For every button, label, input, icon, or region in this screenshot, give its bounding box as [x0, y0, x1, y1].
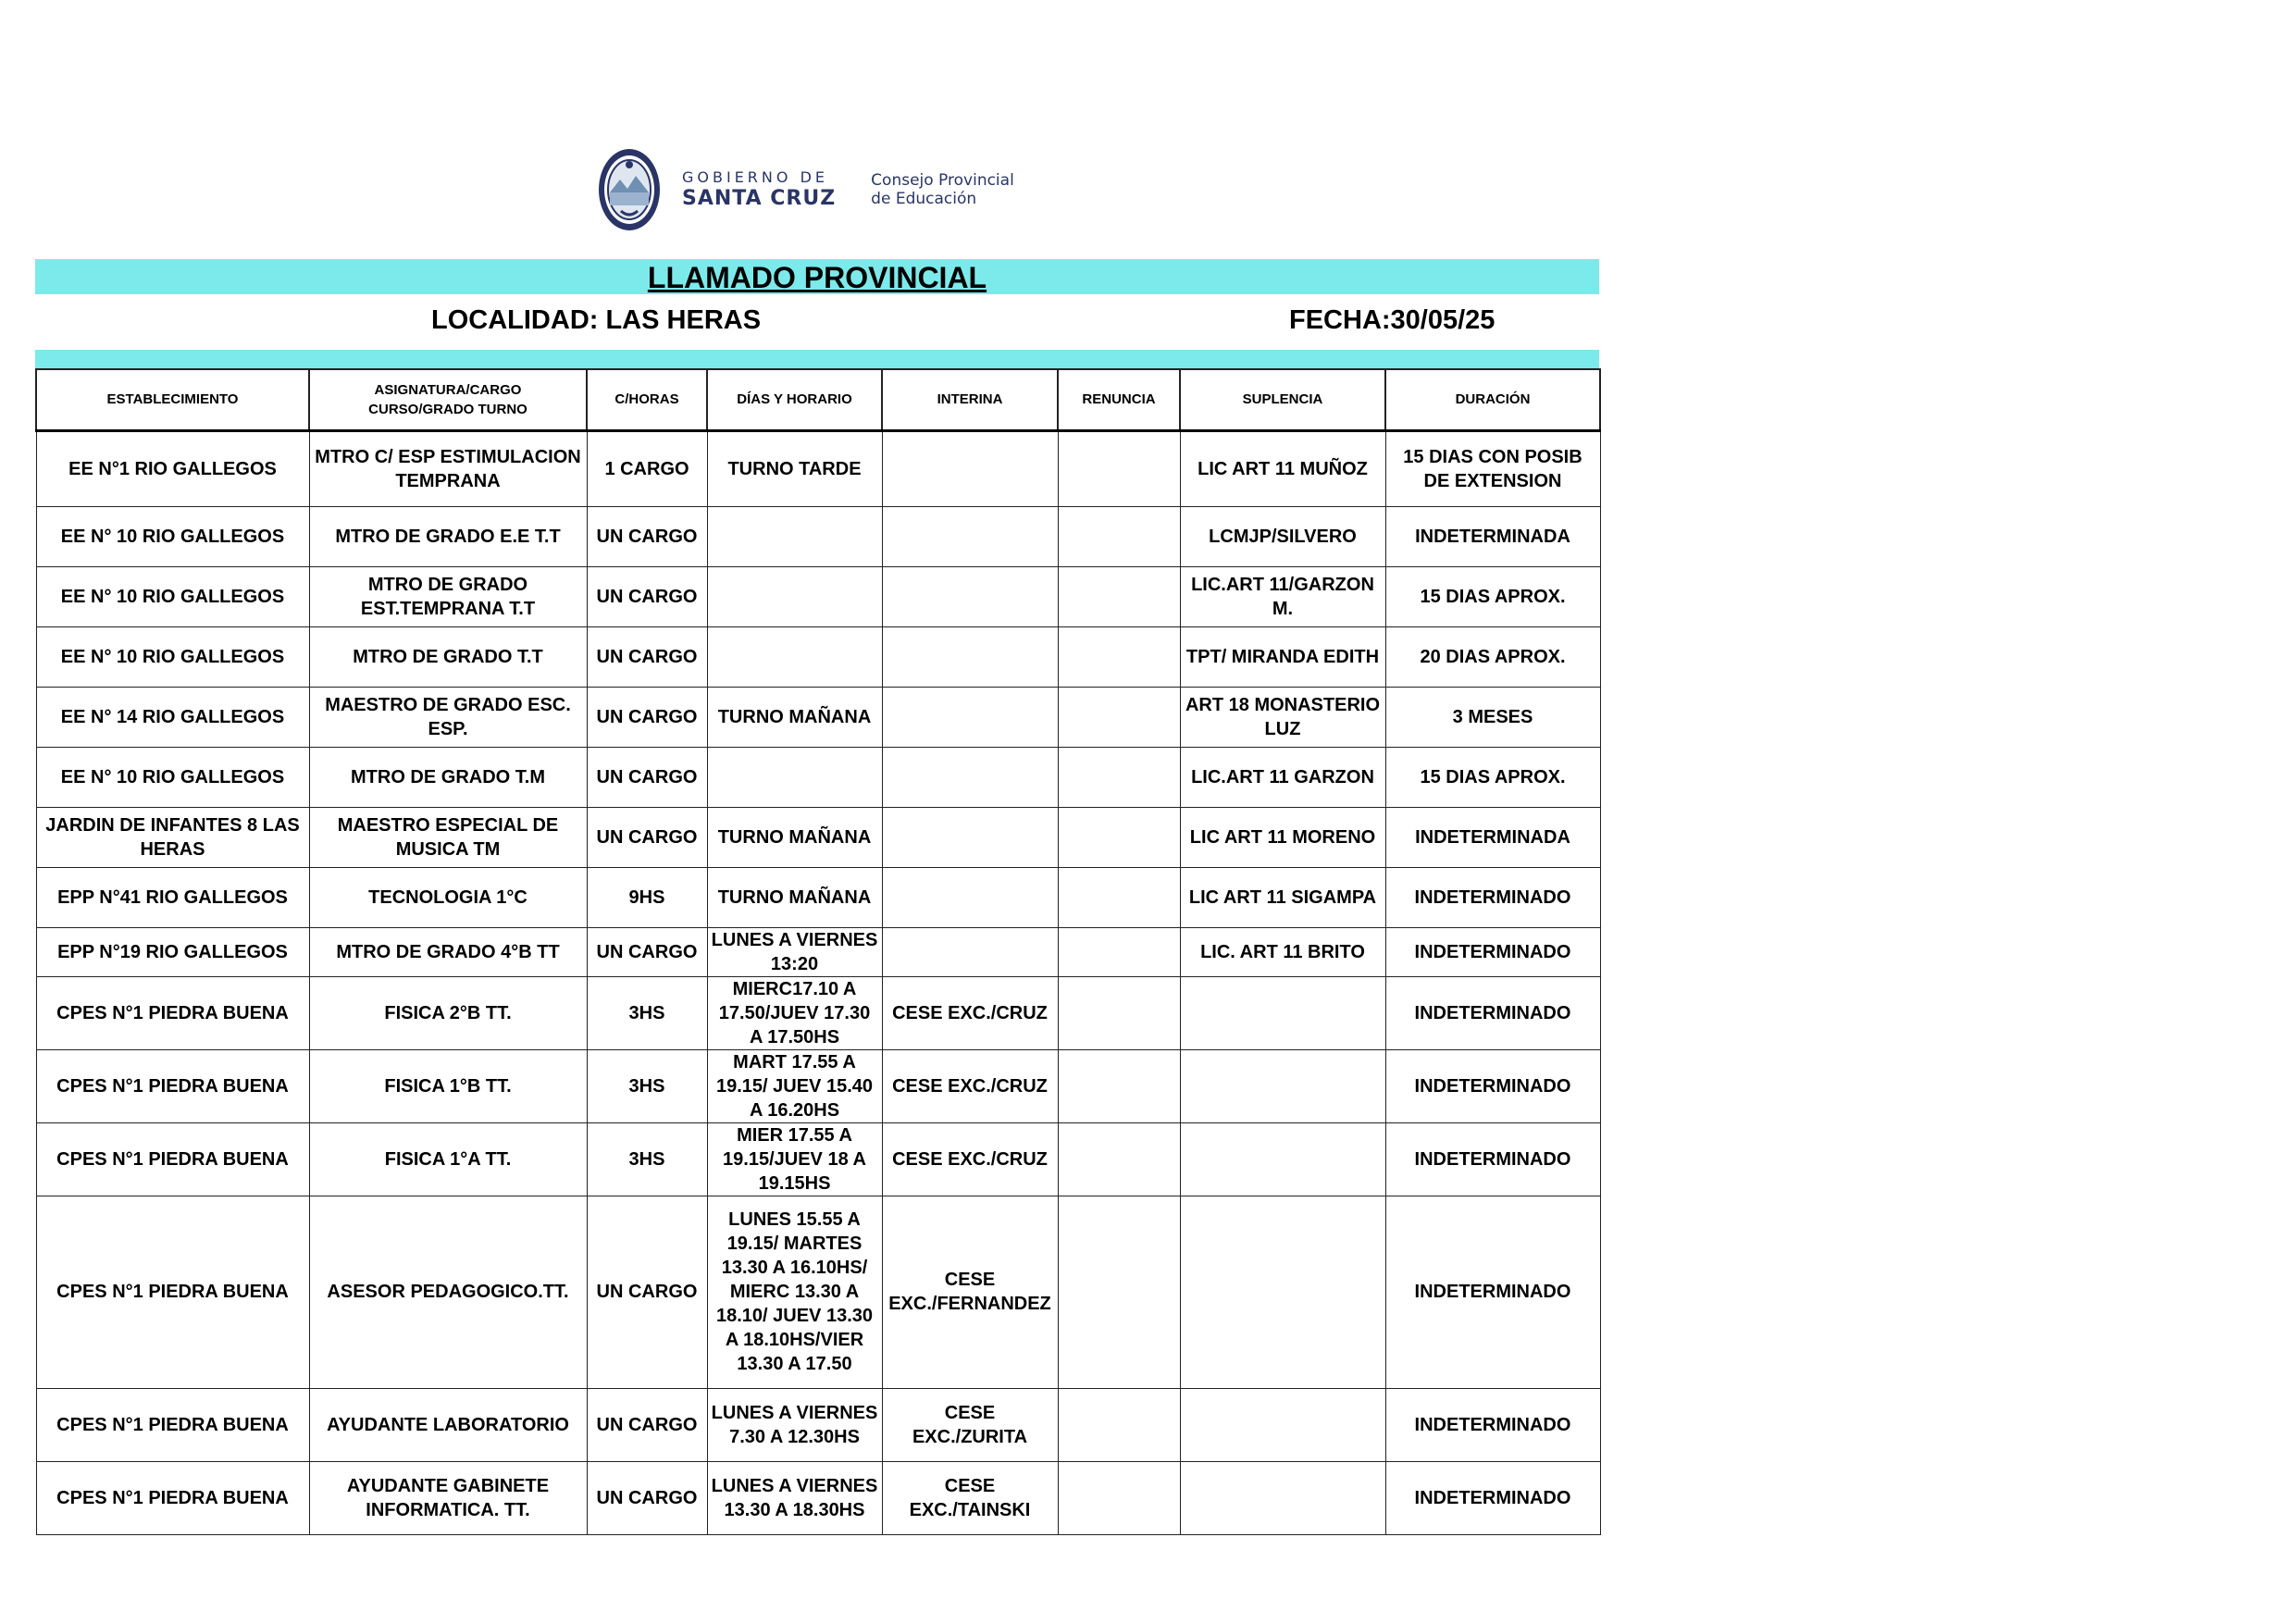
table-cell	[707, 626, 882, 687]
table-cell: TECNOLOGIA 1°C	[309, 867, 587, 927]
table-cell: INDETERMINADO	[1385, 976, 1600, 1049]
table-cell: INDETERMINADA	[1385, 807, 1600, 867]
table-cell	[1058, 1388, 1180, 1461]
table-cell	[882, 566, 1058, 626]
column-header: SUPLENCIA	[1180, 369, 1385, 430]
table-cell: CESE EXC./CRUZ	[882, 1122, 1058, 1196]
table-cell	[1058, 566, 1180, 626]
table-cell: LCMJP/SILVERO	[1180, 506, 1385, 566]
table-cell	[1058, 1122, 1180, 1196]
gov-line-1: GOBIERNO DE	[682, 168, 828, 186]
table-row	[36, 566, 1600, 626]
separator-band	[35, 350, 1599, 368]
table-cell: UN CARGO	[587, 927, 707, 976]
table-cell: 9HS	[587, 867, 707, 927]
table-cell: 15 DIAS CON POSIB DE EXTENSION	[1385, 430, 1600, 506]
table-cell: 15 DIAS APROX.	[1385, 747, 1600, 807]
table-cell: MTRO DE GRADO 4°B TT	[309, 927, 587, 976]
table-cell: LIC ART 11 SIGAMPA	[1180, 867, 1385, 927]
table-cell: LIC.ART 11 GARZON	[1180, 747, 1385, 807]
table-cell: LUNES 15.55 A 19.15/ MARTES 13.30 A 16.10HS/ MIERC 13.30 A 18.10/ JUEV 13.30 A 18.10HS/VIER 13.30 A 17.50	[707, 1196, 882, 1388]
table-row	[36, 1049, 1600, 1122]
table-cell: CESE EXC./CRUZ	[882, 976, 1058, 1049]
table-cell: CESE EXC./FERNANDEZ	[882, 1196, 1058, 1388]
table-cell: CPES N°1 PIEDRA BUENA	[36, 1049, 309, 1122]
table-cell	[707, 747, 882, 807]
table-cell	[1058, 1049, 1180, 1122]
table-cell: 20 DIAS APROX.	[1385, 626, 1600, 687]
table-cell: MAESTRO ESPECIAL DE MUSICA TM	[309, 807, 587, 867]
column-header: DURACIÓN	[1385, 369, 1600, 430]
table-cell	[1058, 626, 1180, 687]
table-row	[36, 1461, 1600, 1534]
table-row	[36, 807, 1600, 867]
table-cell	[1180, 976, 1385, 1049]
table-row	[36, 1122, 1600, 1196]
table-cell: TURNO TARDE	[707, 430, 882, 506]
table-cell: CPES N°1 PIEDRA BUENA	[36, 1461, 309, 1534]
table-row	[36, 506, 1600, 566]
table-cell	[1058, 747, 1180, 807]
table-row	[36, 1388, 1600, 1461]
table-cell: TURNO MAÑANA	[707, 867, 882, 927]
table-cell	[882, 506, 1058, 566]
table-cell: FISICA 1°A TT.	[309, 1122, 587, 1196]
table-cell: TURNO MAÑANA	[707, 807, 882, 867]
table-cell: CESE EXC./TAINSKI	[882, 1461, 1058, 1534]
table-cell	[1180, 1461, 1385, 1534]
table-cell: 3HS	[587, 1049, 707, 1122]
header-logo	[597, 146, 1014, 233]
table-body	[36, 430, 1600, 1534]
table-cell: INDETERMINADO	[1385, 1122, 1600, 1196]
table-cell: MTRO DE GRADO T.M	[309, 747, 587, 807]
table-cell: MTRO DE GRADO T.T	[309, 626, 587, 687]
table-cell: UN CARGO	[587, 747, 707, 807]
table-cell: 15 DIAS APROX.	[1385, 566, 1600, 626]
table-cell: UN CARGO	[587, 807, 707, 867]
table-cell: EE N° 14 RIO GALLEGOS	[36, 687, 309, 747]
column-header: RENUNCIA	[1058, 369, 1180, 430]
table-cell	[1058, 430, 1180, 506]
table-cell: TPT/ MIRANDA EDITH	[1180, 626, 1385, 687]
table-cell: MTRO DE GRADO E.E T.T	[309, 506, 587, 566]
province-seal-icon	[597, 146, 662, 233]
table-cell	[882, 867, 1058, 927]
table-cell: UN CARGO	[587, 626, 707, 687]
table-cell	[882, 430, 1058, 506]
table-cell	[1058, 976, 1180, 1049]
table-cell: INDETERMINADO	[1385, 1196, 1600, 1388]
table-row	[36, 927, 1600, 976]
table-row	[36, 867, 1600, 927]
table-cell	[1180, 1122, 1385, 1196]
table-cell: JARDIN DE INFANTES 8 LAS HERAS	[36, 807, 309, 867]
table-cell	[882, 747, 1058, 807]
table-cell: UN CARGO	[587, 506, 707, 566]
locality-label: LOCALIDAD: LAS HERAS	[431, 305, 762, 335]
table-cell	[882, 687, 1058, 747]
table-cell: EE N° 10 RIO GALLEGOS	[36, 566, 309, 626]
table-cell	[1180, 1388, 1385, 1461]
column-header: ESTABLECIMIENTO	[36, 369, 309, 430]
table-cell: LUNES A VIERNES 13:20	[707, 927, 882, 976]
table-cell: INDETERMINADO	[1385, 927, 1600, 976]
table-cell: ART 18 MONASTERIO LUZ	[1180, 687, 1385, 747]
table-cell: 1 CARGO	[587, 430, 707, 506]
table-row	[36, 1196, 1600, 1388]
table-cell	[1058, 687, 1180, 747]
table-cell: CPES N°1 PIEDRA BUENA	[36, 976, 309, 1049]
table-cell: LIC. ART 11 BRITO	[1180, 927, 1385, 976]
table-cell: ASESOR PEDAGOGICO.TT.	[309, 1196, 587, 1388]
table-cell: MIERC17.10 A 17.50/JUEV 17.30 A 17.50HS	[707, 976, 882, 1049]
government-wordmark	[682, 168, 836, 211]
table-cell: FISICA 1°B TT.	[309, 1049, 587, 1122]
table-cell: EPP N°19 RIO GALLEGOS	[36, 927, 309, 976]
date-label: FECHA:30/05/25	[1289, 305, 1496, 335]
table-cell: LIC ART 11 MORENO	[1180, 807, 1385, 867]
table-cell: INDETERMINADO	[1385, 1461, 1600, 1534]
table-cell	[1058, 506, 1180, 566]
table-cell: MART 17.55 A 19.15/ JUEV 15.40 A 16.20HS	[707, 1049, 882, 1122]
table-row	[36, 687, 1600, 747]
table-cell	[1058, 867, 1180, 927]
table-cell: MIER 17.55 A 19.15/JUEV 18 A 19.15HS	[707, 1122, 882, 1196]
column-header: ASIGNATURA/CARGO CURSO/GRADO TURNO	[309, 369, 587, 430]
column-header: C/HORAS	[587, 369, 707, 430]
column-header: DÍAS Y HORARIO	[707, 369, 882, 430]
table-cell: CESE EXC./CRUZ	[882, 1049, 1058, 1122]
table-cell: TURNO MAÑANA	[707, 687, 882, 747]
table-cell	[707, 506, 882, 566]
table-cell: UN CARGO	[587, 1461, 707, 1534]
table-cell: LIC ART 11 MUÑOZ	[1180, 430, 1385, 506]
table-cell	[707, 566, 882, 626]
table-cell: CPES N°1 PIEDRA BUENA	[36, 1388, 309, 1461]
table-cell: EE N°1 RIO GALLEGOS	[36, 430, 309, 506]
table-row	[36, 430, 1600, 506]
table-cell: AYUDANTE GABINETE INFORMATICA. TT.	[309, 1461, 587, 1534]
table-header-row	[36, 369, 1600, 430]
table-cell	[1058, 1461, 1180, 1534]
table-cell: EPP N°41 RIO GALLEGOS	[36, 867, 309, 927]
table-cell	[1058, 1196, 1180, 1388]
table-cell: LIC.ART 11/GARZON M.	[1180, 566, 1385, 626]
table-cell: EE N° 10 RIO GALLEGOS	[36, 747, 309, 807]
table-cell	[882, 927, 1058, 976]
table-cell: AYUDANTE LABORATORIO	[309, 1388, 587, 1461]
table-cell: MTRO C/ ESP ESTIMULACION TEMPRANA	[309, 430, 587, 506]
table-cell	[882, 626, 1058, 687]
council-wordmark	[871, 171, 1014, 208]
table-cell: EE N° 10 RIO GALLEGOS	[36, 506, 309, 566]
table-cell: LUNES A VIERNES 7.30 A 12.30HS	[707, 1388, 882, 1461]
vacancies-table	[35, 368, 1601, 1535]
council-line-2: de Educación	[871, 190, 977, 208]
table-cell: 3 MESES	[1385, 687, 1600, 747]
table-cell: UN CARGO	[587, 1196, 707, 1388]
table-cell: CESE EXC./ZURITA	[882, 1388, 1058, 1461]
table-cell	[882, 807, 1058, 867]
table-cell: FISICA 2°B TT.	[309, 976, 587, 1049]
table-cell: INDETERMINADA	[1385, 506, 1600, 566]
table-cell	[1058, 807, 1180, 867]
table-cell: 3HS	[587, 1122, 707, 1196]
table-row	[36, 626, 1600, 687]
table-cell: UN CARGO	[587, 1388, 707, 1461]
table-cell: LUNES A VIERNES 13.30 A 18.30HS	[707, 1461, 882, 1534]
table-cell: MTRO DE GRADO EST.TEMPRANA T.T	[309, 566, 587, 626]
table-cell: CPES N°1 PIEDRA BUENA	[36, 1196, 309, 1388]
table-cell: MAESTRO DE GRADO ESC. ESP.	[309, 687, 587, 747]
column-header: INTERINA	[882, 369, 1058, 430]
table-cell: INDETERMINADO	[1385, 1049, 1600, 1122]
table-cell: CPES N°1 PIEDRA BUENA	[36, 1122, 309, 1196]
table-cell: EE N° 10 RIO GALLEGOS	[36, 626, 309, 687]
table-cell: INDETERMINADO	[1385, 1388, 1600, 1461]
page-title: LLAMADO PROVINCIAL	[647, 261, 987, 294]
table-cell: UN CARGO	[587, 566, 707, 626]
table-row	[36, 747, 1600, 807]
table-cell	[1058, 927, 1180, 976]
table-cell	[1180, 1049, 1385, 1122]
table-cell: 3HS	[587, 976, 707, 1049]
gov-line-2: SANTA CRUZ	[682, 187, 837, 210]
table-row	[36, 976, 1600, 1049]
council-line-1: Consejo Provincial	[871, 171, 1014, 190]
table-cell: UN CARGO	[587, 687, 707, 747]
table-cell: INDETERMINADO	[1385, 867, 1600, 927]
table-cell	[1180, 1196, 1385, 1388]
